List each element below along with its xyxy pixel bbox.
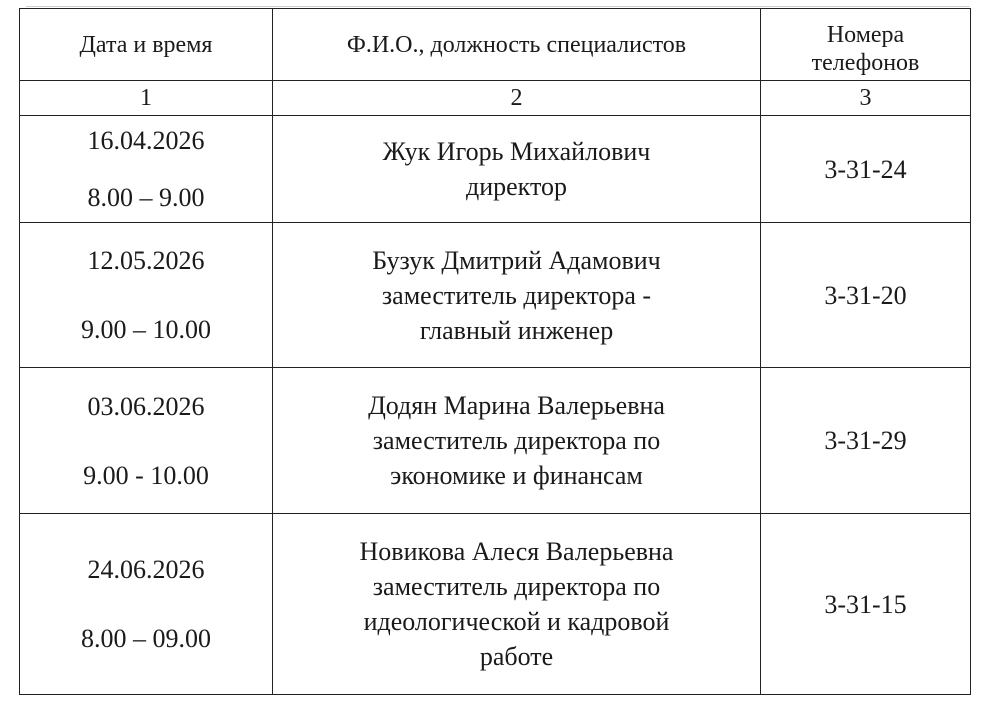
phone-number: 3-31-15	[761, 514, 971, 695]
specialist-position-line: главный инженер	[419, 315, 614, 345]
column-number-3: 3	[761, 81, 971, 116]
date-time-cell	[20, 223, 273, 368]
date-time-cell	[20, 514, 273, 695]
specialist-position-line: заместитель директора по	[372, 572, 661, 601]
specialist-name: Бузук Дмитрий Адамович	[372, 245, 661, 275]
date-time-cell	[20, 368, 273, 514]
reception-time: 8.00 – 9.00	[87, 183, 205, 212]
reception-schedule-table	[19, 8, 971, 695]
specialist-position-line: идеологической и кадровой	[363, 607, 670, 636]
page-top-edge	[26, 6, 970, 7]
specialist-position-line: работе	[479, 642, 554, 671]
specialist-cell	[273, 116, 761, 223]
header-date-time: Дата и время	[20, 9, 273, 81]
date-time-cell	[20, 116, 273, 223]
reception-time: 9.00 - 10.00	[83, 460, 209, 490]
reception-date: 24.06.2026	[87, 555, 205, 584]
specialist-name: Додян Марина Валерьевна	[368, 391, 665, 420]
table-row	[20, 116, 971, 223]
reception-time: 9.00 – 10.00	[81, 315, 211, 344]
phone-number: 3-31-24	[761, 116, 971, 223]
column-number-2: 2	[273, 81, 761, 116]
specialist-position-line: заместитель директора по	[372, 426, 661, 455]
reception-time: 8.00 – 09.00	[81, 624, 211, 653]
header-phone-line2: телефонов	[811, 50, 920, 76]
header-name-position: Ф.И.О., должность специалистов	[273, 9, 761, 81]
table-row	[20, 368, 971, 514]
phone-number: 3-31-29	[761, 368, 971, 514]
reception-date: 12.05.2026	[87, 246, 205, 275]
specialist-cell	[273, 223, 761, 368]
specialist-name: Жук Игорь Михайлович	[382, 137, 651, 166]
specialist-position-line: экономике и финансам	[390, 461, 643, 490]
phone-number: 3-31-20	[761, 223, 971, 368]
reception-date: 03.06.2026	[87, 391, 205, 421]
specialist-position-line: заместитель директора -	[381, 280, 652, 310]
header-row	[20, 9, 971, 81]
column-number-1: 1	[20, 81, 273, 116]
specialist-position-line: директор	[466, 172, 567, 201]
reception-date: 16.04.2026	[87, 126, 205, 155]
header-phone-numbers	[761, 9, 971, 81]
specialist-cell	[273, 368, 761, 514]
table-row	[20, 514, 971, 695]
specialist-cell	[273, 514, 761, 695]
specialist-name: Новикова Алеся Валерьевна	[359, 537, 674, 566]
column-number-row	[20, 81, 971, 116]
header-phone-line1: Номера	[826, 22, 905, 48]
table-row	[20, 223, 971, 368]
